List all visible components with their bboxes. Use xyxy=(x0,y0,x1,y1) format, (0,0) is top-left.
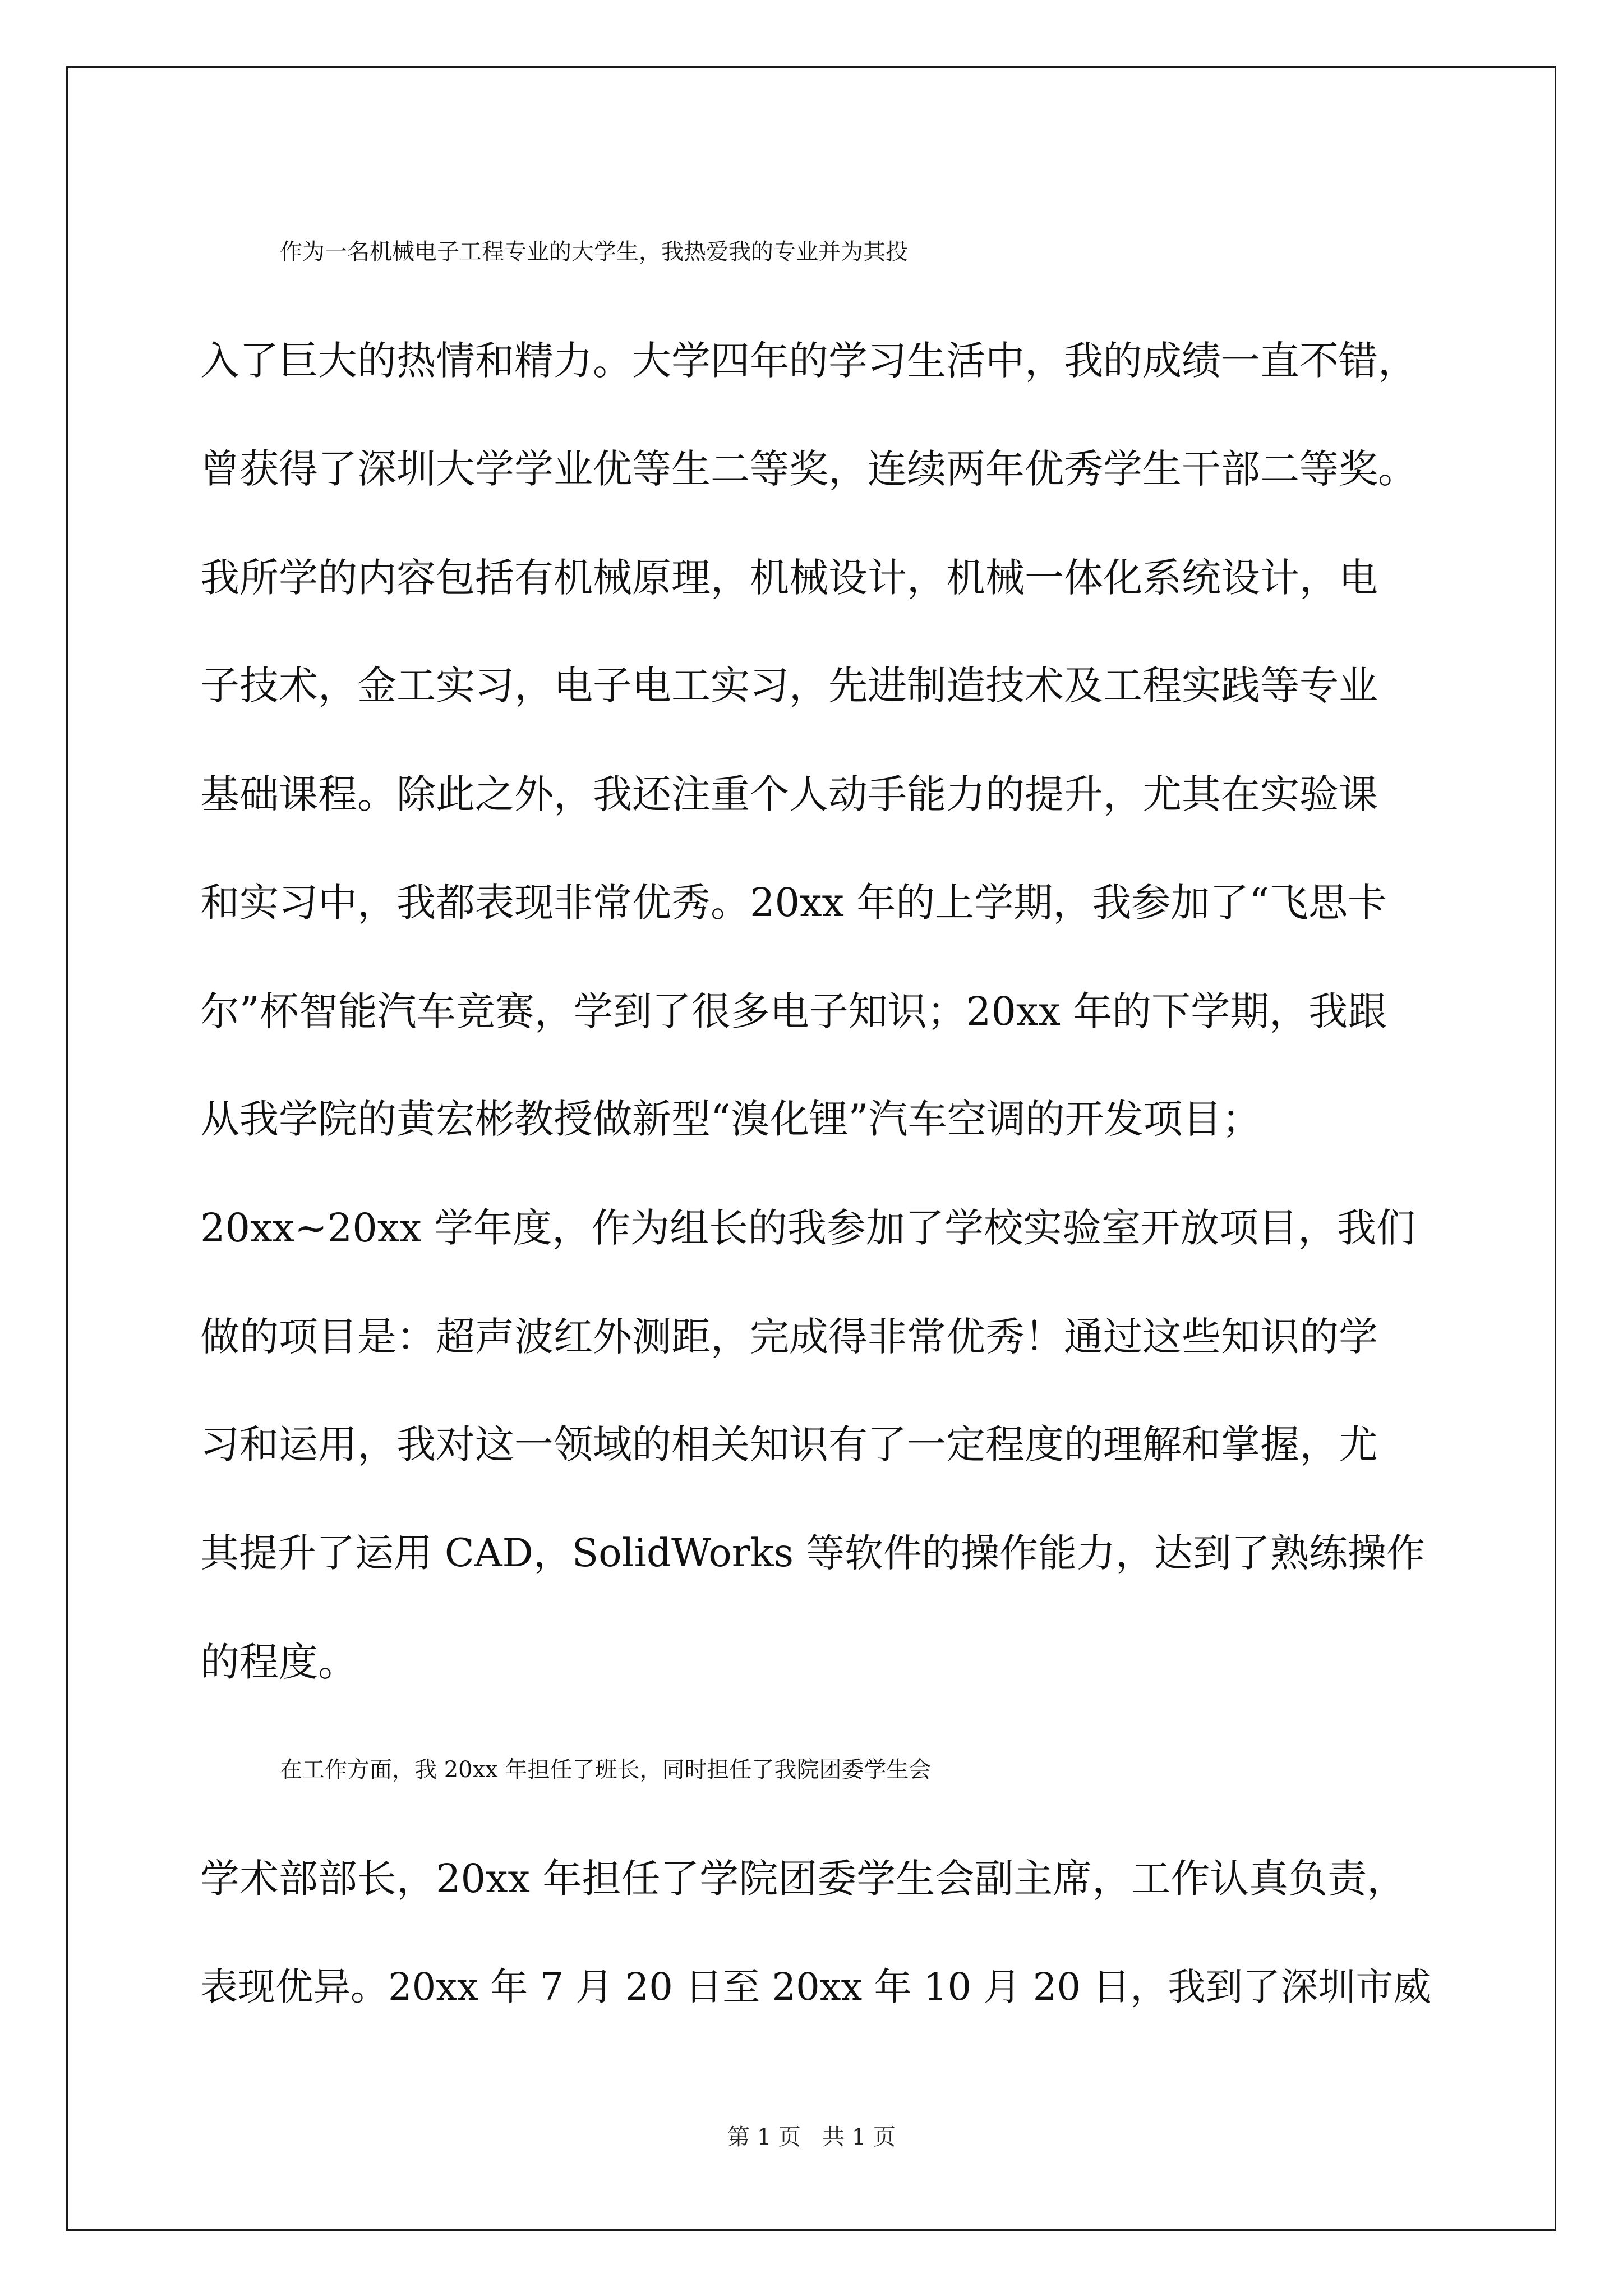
paragraph-1-line-9: 从我学院的黄宏彬教授做新型“溴化锂”汽车空调的开发项目； xyxy=(200,1096,1261,1142)
page-footer: 第 1 页 共 1 页 xyxy=(727,2124,896,2150)
paragraph-1-line-6: 基础课程。除此之外，我还注重个人动手能力的提升，尤其在实验课 xyxy=(200,771,1378,817)
paragraph-1-line-8: 尔”杯智能汽车竞赛，学到了很多电子知识；20xx 年的下学期，我跟 xyxy=(200,988,1387,1034)
paragraph-1-line-2: 入了巨大的热情和精力。大学四年的学习生活中，我的成绩一直不错， xyxy=(200,338,1417,384)
paragraph-2-line-1: 在工作方面，我 20xx 年担任了班长，同时担任了我院团委学生会 xyxy=(280,1757,932,1783)
paragraph-1-line-12: 习和运用，我对这一领域的相关知识有了一定程度的理解和掌握，尤 xyxy=(200,1421,1378,1467)
paragraph-1-line-14: 的程度。 xyxy=(200,1639,357,1685)
paragraph-2-line-3: 表现优异。20xx 年 7 月 20 日至 20xx 年 10 月 20 日，我到了深圳市威 xyxy=(200,1965,1431,2009)
paragraph-1-line-1: 作为一名机械电子工程专业的大学生，我热爱我的专业并为其投 xyxy=(280,239,908,265)
paragraph-1-line-5: 子技术，金工实习，电子电工实习，先进制造技术及工程实践等专业 xyxy=(200,662,1378,708)
paragraph-2-line-2: 学术部部长，20xx 年担任了学院团委学生会副主席，工作认真负责， xyxy=(200,1856,1407,1902)
paragraph-1-line-10: 20xx~20xx 学年度，作为组长的我参加了学校实验室开放项目，我们 xyxy=(200,1205,1415,1251)
paragraph-1-line-11: 做的项目是：超声波红外测距，完成得非常优秀！通过这些知识的学 xyxy=(200,1314,1378,1360)
paragraph-1-line-13: 其提升了运用 CAD，SolidWorks 等软件的操作能力，达到了熟练操作 xyxy=(200,1531,1425,1576)
paragraph-1-line-7: 和实习中，我都表现非常优秀。20xx 年的上学期，我参加了“飞思卡 xyxy=(200,880,1387,926)
paragraph-1-line-3: 曾获得了深圳大学学业优等生二等奖，连续两年优秀学生干部二等奖。 xyxy=(200,446,1417,492)
paragraph-1-line-4: 我所学的内容包括有机械原理，机械设计，机械一体化系统设计，电 xyxy=(200,555,1378,601)
